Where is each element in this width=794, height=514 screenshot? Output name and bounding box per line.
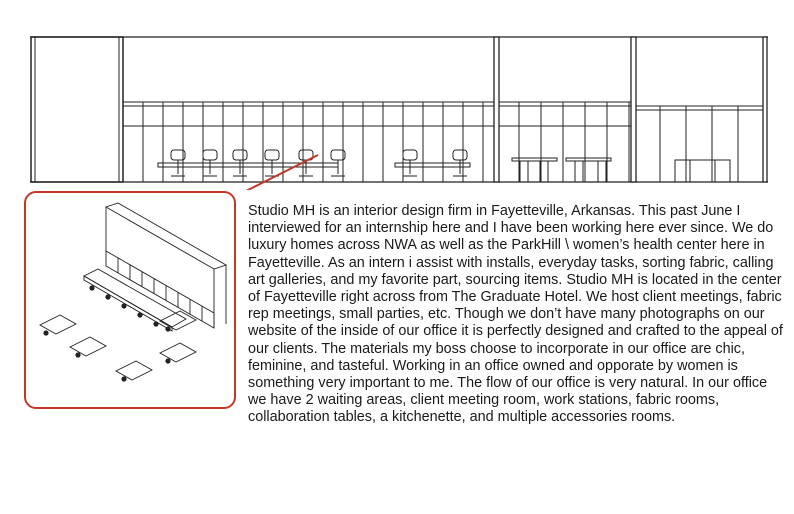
axonometric-office-drawing: [26, 193, 236, 409]
office-elevation-drawing: [0, 0, 794, 190]
narrative-paragraph: Studio MH is an interior design firm in Fayetteville, Arkansas. This past June I interviewed for an internship here and I have been working here ever since. We do luxury homes across NWA as well as the ParkHill \ women’s health center here in Fayetteville. As an intern i assist with installs, everyday tasks, sorting fabric, calling art galleries, and my favorite part, sourcing items. Studio MH is located in the center of Fayetteville right across from The Graduate Hotel. We host client meetings, fabric rep meetings, small parties, etc. Though we don’t have many photographs on our website of the inside of our office it is perfectly designed and crafted to the appeal of our clients. The materials my boss choose to incorporate in our office are chic, feminine, and tasteful. Working in an office owned and opporate by women is something very important to me. The flow of our office is very natural. In our office we have 2 waiting areas, client meeting room, work stations, fabric rooms, collaboration tables, a kitchenette, and multiple accessories rooms.: [248, 203, 783, 426]
callout-box: [24, 191, 236, 409]
